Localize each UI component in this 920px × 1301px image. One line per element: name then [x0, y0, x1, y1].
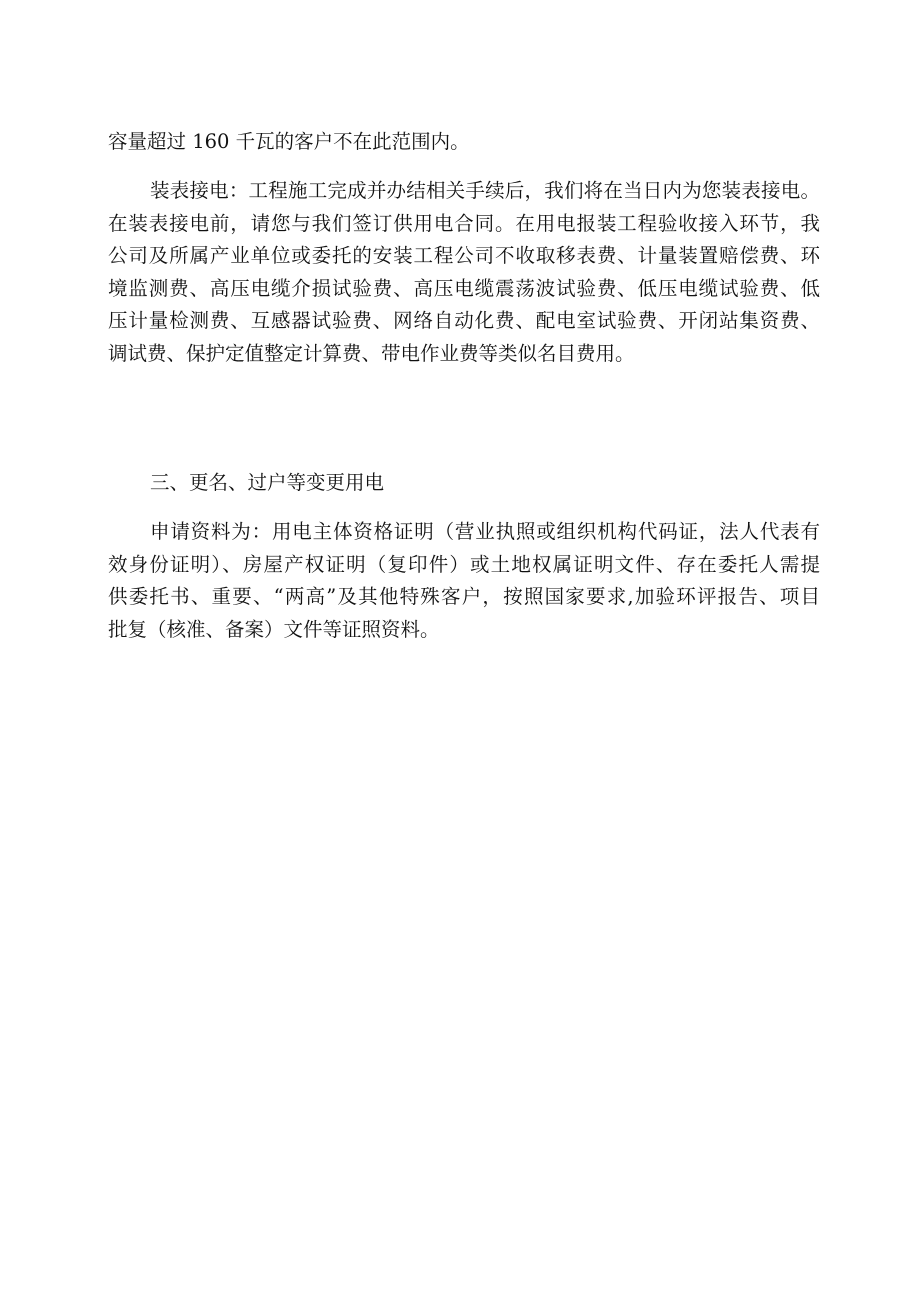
text-line: 供委托书、重要、“两高”及其他特殊客户，按照国家要求,加验环评报告、项目: [108, 585, 820, 608]
text-line: 调试费、保护定值整定计算费、带电作业费等类似名目费用。: [108, 341, 635, 365]
text-line: 效身份证明）、房屋产权证明（复印件）或土地权属证明文件、存在委托人需提: [108, 552, 820, 576]
paragraph-meter-installation: [108, 175, 820, 370]
paragraph-capacity-note: [108, 126, 820, 159]
paragraph-application-materials: [108, 516, 820, 646]
text-line: 容量超过 160 千瓦的客户不在此范围内。: [108, 130, 470, 153]
text-line: 境监测费、高压电缆介损试验费、高压电缆震荡波试验费、低压电缆试验费、低: [108, 276, 820, 300]
text-line: 公司及所属产业单位或委托的安装工程公司不收取移表费、计量装置赔偿费、环: [108, 244, 820, 267]
text-line: 装表接电：工程施工完成并办结相关手续后，我们将在当日内为您装表接电。: [150, 179, 820, 202]
text-line: 压计量检测费、互感器试验费、网络自动化费、配电室试验费、开闭站集资费、: [108, 309, 820, 332]
section-heading: [108, 467, 820, 500]
text-line: 申请资料为：用电主体资格证明（营业执照或组织机构代码证，法人代表有: [150, 520, 820, 543]
text-line: 在装表接电前，请您与我们签订供用电合同。在用电报装工程验收接入环节，我: [108, 211, 820, 235]
text-line: 批复（核准、备案）文件等证照资料。: [108, 617, 440, 641]
section-title: 三、更名、过户等变更用电: [150, 471, 385, 494]
